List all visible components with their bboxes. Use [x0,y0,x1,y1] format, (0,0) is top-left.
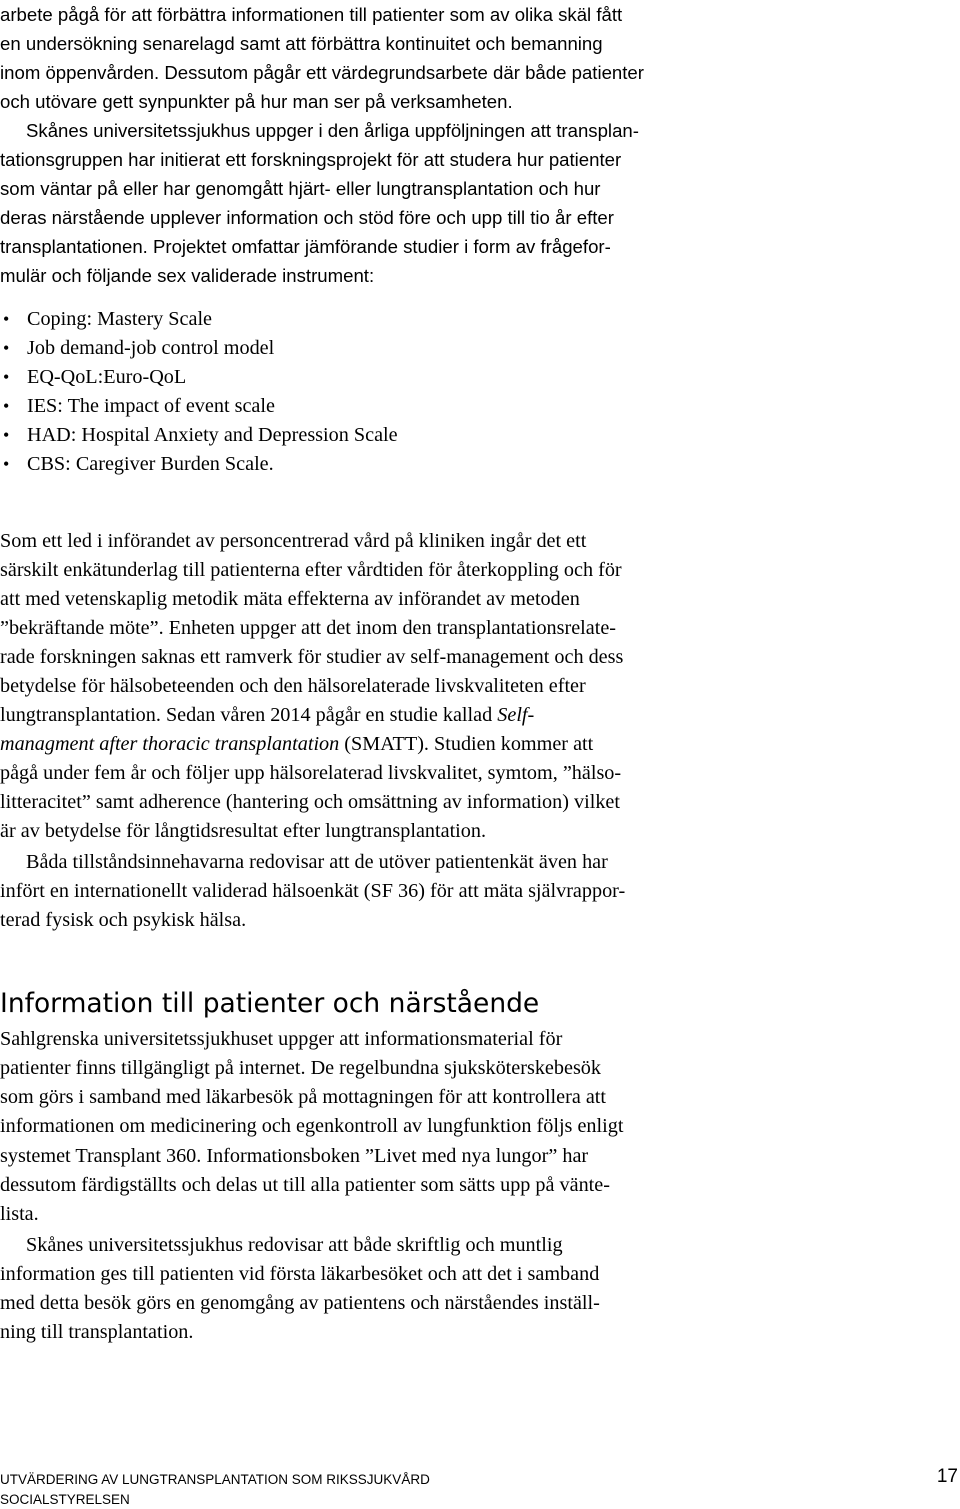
paragraph-line: deras närstående upplever information och stöd före och upp till tio år efter [0,207,614,228]
paragraph-line: systemet Transplant 360. Informationsboken ”Livet med nya lungor” har [0,1145,589,1167]
paragraph-line: att med vetenskaplig metodik mäta effekterna av införandet av metoden [0,588,580,610]
list-item: • CBS: Caregiver Burden Scale. [0,450,398,479]
paragraph-line: särskilt enkätunderlag till patienterna efter vårdtiden för återkoppling och för [0,559,622,581]
paragraph-line: Som ett led i införandet av personcentrerad vård på kliniken ingår det ett [0,530,587,552]
paragraph-line: en undersökning senarelagd samt att förbättra kontinuitet och bemanning [0,33,603,54]
paragraph-line: informationen om medicinering och egenkontroll av lungfunktion följs enligt [0,1115,624,1137]
paragraph-line: tationsgruppen har initierat ett forskningsprojekt för att studera hur patienter [0,149,622,170]
footer-title: UTVÄRDERING AV LUNGTRANSPLANTATION SOM RIKSSJUKVÅRD [0,1472,430,1487]
list-item: • Job demand-job control model [0,334,398,363]
paragraph-line: rade forskningen saknas ett ramverk för studier av self-management och dess [0,646,624,668]
paragraph-line: terad fysisk och psykisk hälsa. [0,909,247,931]
paragraph-line [0,701,534,730]
list-item: • EQ-QoL:Euro-QoL [0,363,398,392]
paragraph-line: mulär och följande sex validerade instrument: [0,265,375,286]
paragraph-line: och utövare gett synpunkter på hur man ser på verksamheten. [0,91,513,112]
paragraph-line: inom öppenvården. Dessutom pågår ett värdegrundsarbete där både patienter [0,62,644,83]
page-number: 17 [936,1466,958,1487]
section-heading: Information till patienter och närstående [0,988,540,1019]
paragraph-line: litteracitet” samt adherence (hantering och omsättning av information) vilket [0,791,620,813]
paragraph-line: Sahlgrenska universitetssjukhuset uppger att informationsmaterial för [0,1028,563,1050]
study-title-part: managment after thoracic transplantation [0,733,340,755]
paragraph-line: lista. [0,1203,39,1225]
list-item: • Coping: Mastery Scale [0,305,398,334]
paragraph-line: som väntar på eller har genomgått hjärt- eller lungtransplantation och hur [0,178,601,199]
paragraph-line: infört en internationellt validerad hälsoenkät (SF 36) för att mäta självrappor- [0,880,626,902]
paragraph-line: ”bekräftande möte”. Enheten uppger att det inom den transplantationsrelate- [0,617,617,639]
paragraph-line: transplantationen. Projektet omfattar jämförande studier i form av frågefor- [0,236,611,257]
paragraph-line: Skånes universitetssjukhus uppger i den årliga uppföljningen att transplan- [26,120,639,141]
paragraph-line: Båda tillståndsinnehavarna redovisar att de utöver patientenkät även har [26,851,608,873]
list-item: • HAD: Hospital Anxiety and Depression Scale [0,421,398,450]
list-item: • IES: The impact of event scale [0,392,398,421]
paragraph-line: pågå under fem år och följer upp hälsorelaterad livskvalitet, symtom, ”hälso- [0,762,622,784]
paragraph-line: med detta besök görs en genomgång av patientens och närståendes inställ- [0,1292,600,1314]
study-title-part: Self- [497,704,535,726]
paragraph-line [0,730,593,759]
paragraph-line: betydelse för hälsobeteenden och den hälsorelaterade livskvaliteten efter [0,675,586,697]
paragraph-line: information ges till patienten vid första läkarbesöket och att det i samband [0,1263,600,1285]
footer-publisher: SOCIALSTYRELSEN [0,1492,130,1507]
paragraph-line: ning till transplantation. [0,1321,194,1343]
text-span: (SMATT). Studien kommer att [339,733,594,755]
paragraph-line: patienter finns tillgängligt på internet. De regelbundna sjuksköterskebesök [0,1057,601,1079]
paragraph-line: dessutom färdigställts och delas ut till alla patienter som sätts upp på vänte- [0,1174,610,1196]
instrument-list [0,305,398,479]
paragraph-line: som görs i samband med läkarbesök på mottagningen för att kontrollera att [0,1086,607,1108]
paragraph-line: arbete pågå för att förbättra informationen till patienter som av olika skäl fått [0,4,623,25]
paragraph-line: är av betydelse för långtidsresultat efter lungtransplantation. [0,820,487,842]
text-span: lungtransplantation. Sedan våren 2014 pågår en studie kallad [0,704,498,726]
paragraph-line: Skånes universitetssjukhus redovisar att både skriftlig och muntlig [26,1234,563,1256]
